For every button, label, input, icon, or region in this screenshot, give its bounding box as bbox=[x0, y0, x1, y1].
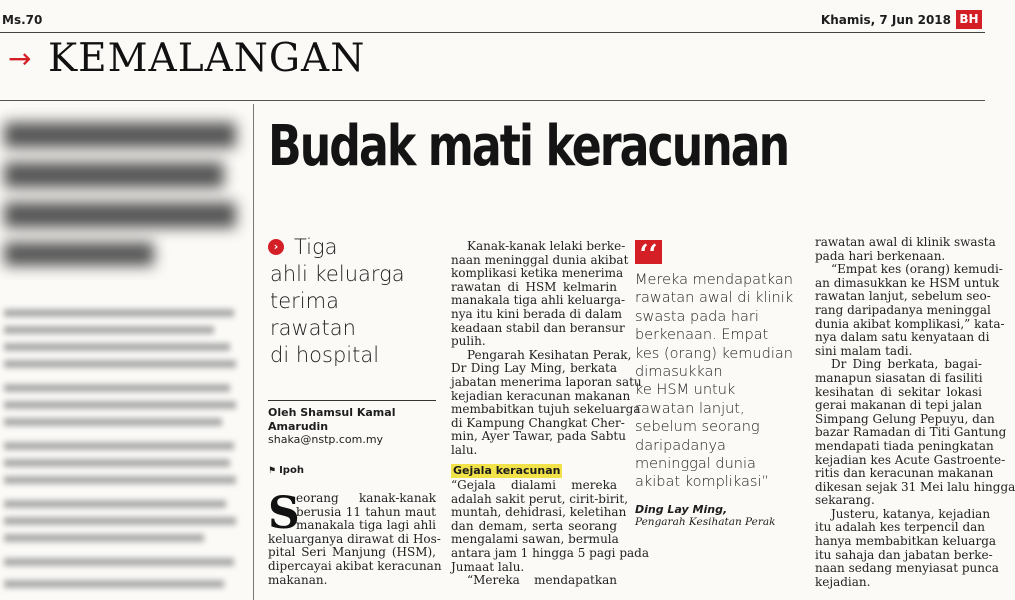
headline: Budak mati keracunan bbox=[268, 114, 789, 179]
dropcap: S bbox=[268, 488, 300, 539]
text-line: Justeru, katanya, kejadian bbox=[831, 506, 991, 521]
text-line: keluarganya dirawat di Hos- bbox=[268, 531, 441, 546]
body-column-1-continued bbox=[451, 478, 649, 588]
page-number: Ms.70 bbox=[2, 13, 43, 27]
text-line: makanan. bbox=[268, 572, 328, 587]
text-line: Pengarah Kesihatan Perak, bbox=[467, 347, 632, 362]
quote-icon: ‘‘ bbox=[635, 240, 662, 264]
subheading: Gejala keracunan bbox=[453, 464, 561, 477]
deck-line: Tiga bbox=[294, 235, 338, 259]
text-line: adalah sakit perut, cirit-birit, bbox=[451, 491, 629, 506]
text-line: Simpang Gelung Pepuyu, dan bbox=[815, 411, 995, 426]
quote-line: daripadanya bbox=[635, 437, 726, 454]
publication-date: Khamis, 7 Jun 2018 bbox=[820, 13, 951, 27]
quote-line: Mereka mendapatkan bbox=[635, 272, 793, 288]
text-line: lalu. bbox=[451, 442, 478, 457]
lead-paragraph bbox=[268, 488, 442, 587]
text-line: Dr Ding berkata, bagai- bbox=[831, 357, 982, 372]
arrow-right-icon: → bbox=[8, 42, 32, 75]
byline bbox=[268, 406, 395, 434]
text-line: manapun siasatan di fasiliti bbox=[815, 370, 983, 385]
text-line: rawatan di HSM kelmarin bbox=[451, 279, 617, 294]
text-line: kejadian. bbox=[815, 574, 871, 589]
quote-line: rawatan awal di klinik bbox=[635, 290, 794, 307]
text-line: jabatan menerima laporan satu bbox=[451, 374, 642, 389]
text-line: dipercayai akibat keracunan bbox=[268, 558, 442, 573]
text-line: hanya membabitkan keluarga bbox=[815, 534, 997, 549]
text-line: “Empat kes (orang) kemudi- bbox=[831, 262, 1003, 277]
byline-line: Oleh Shamsul Kamal bbox=[268, 406, 396, 419]
text-line: naan meninggal dunia akibat bbox=[451, 252, 629, 267]
text-line: Kanak-kanak lelaki berke- bbox=[467, 239, 626, 253]
text-line: “Mereka mendapatkan bbox=[467, 573, 617, 588]
text-line: keadaan stabil dan beransur bbox=[451, 320, 625, 335]
text-line: gerai makanan di tepi jalan bbox=[815, 398, 982, 413]
text-line: mengalami sawan, bermula bbox=[451, 532, 619, 547]
text-line: “Gejala dialami mereka bbox=[451, 478, 617, 492]
byline-line: Amarudin bbox=[268, 420, 329, 433]
text-line: manakala tiga lagi ahli bbox=[296, 518, 436, 533]
quote-line: akibat komplikasi” bbox=[635, 474, 769, 491]
quote-line: swasta pada hari bbox=[635, 308, 759, 325]
quote-attribution-name: Ding Lay Ming, bbox=[635, 503, 728, 516]
quote-line: berkenaan. Empat bbox=[635, 327, 769, 344]
text-line: rawatan awal di klinik swasta bbox=[815, 235, 996, 249]
dateline-location: Ipoh bbox=[279, 465, 304, 476]
body-column-1 bbox=[451, 239, 642, 458]
text-line: mendapati tiada peningkatan bbox=[815, 438, 994, 453]
text-line: sekarang. bbox=[815, 493, 875, 508]
text-line: dunia akibat komplikasi,” kata- bbox=[815, 316, 1005, 331]
publication-logo: BH bbox=[956, 10, 982, 29]
text-line: Jumaat lalu. bbox=[451, 559, 525, 574]
text-line: itu adalah kes terpencil dan bbox=[815, 520, 986, 535]
text-line: eorang kanak-kanak bbox=[296, 491, 436, 505]
text-line: kesihatan di sekitar lokasi bbox=[815, 384, 982, 399]
quote-line: kes (orang) kemudian bbox=[635, 345, 793, 362]
section-rule bbox=[0, 100, 985, 101]
deck bbox=[270, 234, 440, 369]
dateline bbox=[268, 465, 304, 476]
quote-line: dimasukkan bbox=[635, 364, 723, 381]
text-line: dan demam, serta seorang bbox=[451, 518, 617, 533]
text-line: bazar Ramadan di Titi Gantung bbox=[815, 425, 1007, 440]
text-line: muntah, dehidrasi, keletihan bbox=[451, 505, 627, 520]
text-line: pital Seri Manjung (HSM), bbox=[268, 545, 436, 560]
body-column-2 bbox=[815, 235, 1015, 589]
column-divider bbox=[253, 104, 254, 600]
text-line: kejadian kes Acute Gastroente- bbox=[815, 452, 1006, 467]
section-title: KEMALANGAN bbox=[48, 36, 366, 81]
text-line: nya dalam satu kenyataan di bbox=[815, 330, 990, 345]
pull-quote bbox=[635, 271, 805, 492]
blurred-adjacent-article bbox=[0, 104, 246, 600]
quote-line: meninggal dunia bbox=[635, 456, 756, 473]
deck-line: terima bbox=[270, 289, 339, 313]
text-line: rawatan lanjut, sebelum seo- bbox=[815, 289, 991, 304]
text-line: di Kampung Changkat Cher- bbox=[451, 415, 625, 430]
text-line: berusia 11 tahun maut bbox=[296, 504, 436, 519]
text-line: nya itu kini berada di dalam bbox=[451, 306, 623, 321]
text-line: itu sahaja dan jabatan berke- bbox=[815, 547, 993, 562]
quote-line: ke HSM untuk bbox=[635, 382, 736, 399]
text-line: ritis dan keracunan makanan bbox=[815, 466, 994, 481]
quote-line: rawatan lanjut, bbox=[635, 400, 745, 417]
arrow-right-icon: › bbox=[268, 239, 284, 255]
text-line: sini malam tadi. bbox=[815, 343, 913, 358]
deck-line: ahli keluarga bbox=[270, 262, 405, 286]
text-line: Dr Ding Lay Ming, berkata bbox=[451, 361, 617, 376]
quote-attribution-role: Pengarah Kesihatan Perak bbox=[635, 516, 776, 528]
quote-line: sebelum seorang bbox=[635, 419, 760, 436]
text-line: kejadian keracunan makanan bbox=[451, 388, 631, 403]
text-line: komplikasi ketika menerima bbox=[451, 266, 624, 281]
text-line: rang daripadanya meninggal bbox=[815, 302, 991, 317]
text-line: min, Ayer Tawar, pada Sabtu bbox=[451, 429, 626, 444]
text-line: pulih. bbox=[451, 334, 486, 349]
flag-icon: ⚑ bbox=[268, 466, 277, 476]
deck-line: di hospital bbox=[270, 343, 380, 367]
text-line: naan sedang menyiasat punca bbox=[815, 561, 999, 576]
text-line: manakala tiga ahli keluarga- bbox=[451, 293, 626, 308]
deck-line: rawatan bbox=[270, 316, 356, 340]
text-line: an dimasukkan ke HSM untuk bbox=[815, 275, 1000, 290]
text-line: pada hari berkenaan. bbox=[815, 248, 946, 263]
text-line: membabitkan tujuh sekeluarga bbox=[451, 402, 641, 417]
author-email: shaka@nstp.com.my bbox=[268, 433, 384, 446]
text-line: antara jam 1 hingga 5 pagi pada bbox=[451, 545, 649, 560]
text-line: dikesan sejak 31 Mei lalu hingga bbox=[815, 479, 1015, 494]
byline-rule bbox=[268, 400, 436, 401]
